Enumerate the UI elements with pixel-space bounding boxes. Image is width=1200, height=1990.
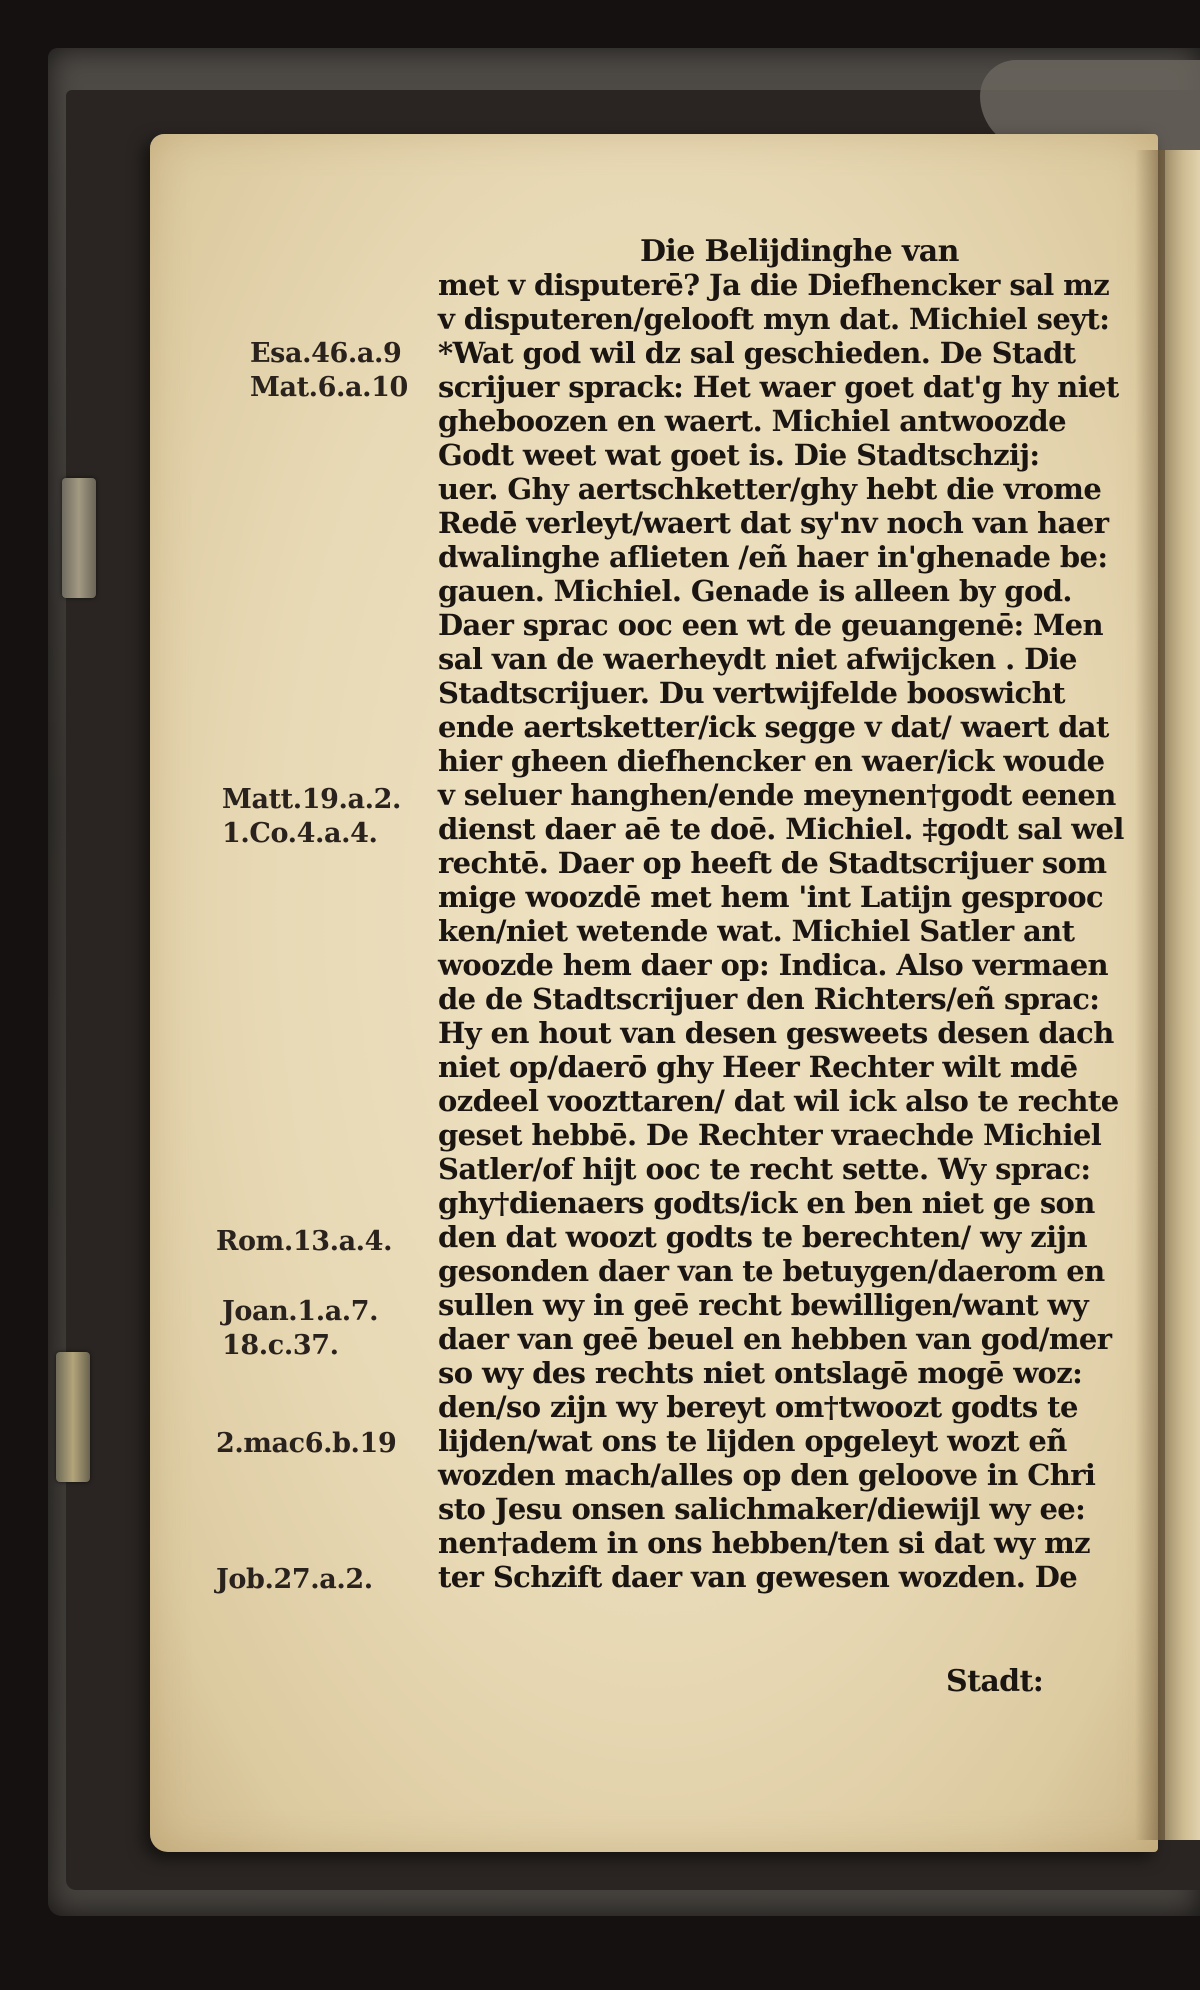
body-line: nen†adem in ons hebben/ten si dat wy mz bbox=[438, 1526, 1091, 1560]
body-line: gheboozen en waert. Michiel antwoozde bbox=[438, 404, 1066, 438]
body-line: scrijuer sprack: Het waer goet dat'g hy niet bbox=[438, 370, 1119, 404]
upper-clasp bbox=[62, 478, 96, 598]
lower-clasp bbox=[56, 1352, 90, 1482]
margin-note: 2.mac6.b.19 bbox=[216, 1428, 397, 1459]
body-line: ghy†dienaers godts/ick en ben niet ge son bbox=[438, 1186, 1095, 1220]
body-line: wozden mach/alles op den geloove in Chri bbox=[438, 1458, 1096, 1492]
body-line: hier gheen diefhencker en waer/ick woude bbox=[438, 744, 1105, 778]
body-line: dienst daer aē te doē. Michiel. ‡godt sal wel bbox=[438, 812, 1124, 846]
body-line: den/so zijn wy bereyt om†twoozt godts te bbox=[438, 1390, 1078, 1424]
margin-note: Mat.6.a.10 bbox=[250, 372, 408, 403]
body-line: sto Jesu onsen salichmaker/diewijl wy ee: bbox=[438, 1492, 1086, 1526]
catchword: Stadt: bbox=[946, 1664, 1044, 1699]
body-line: *Wat god wil dz sal geschieden. De Stadt bbox=[438, 336, 1076, 370]
body-line: uer. Ghy aertschketter/ghy hebt die vrome bbox=[438, 472, 1102, 506]
margin-note: Esa.46.a.9 bbox=[250, 338, 402, 369]
body-line: v disputeren/gelooft myn dat. Michiel seyt: bbox=[438, 302, 1110, 336]
body-line: Redē verleyt/waert dat sy'nv noch van haer bbox=[438, 506, 1109, 540]
body-line: Godt weet wat goet is. Die Stadtschzij: bbox=[438, 438, 1040, 472]
body-line: daer van geē beuel en hebben van god/mer bbox=[438, 1322, 1112, 1356]
body-line: Hy en hout van desen gesweets desen dach bbox=[438, 1016, 1114, 1050]
body-line: den dat woozt godts te berechten/ wy zijn bbox=[438, 1220, 1087, 1254]
margin-note: Rom.13.a.4. bbox=[216, 1226, 393, 1257]
body-line: niet op/daerō ghy Heer Rechter wilt mdē bbox=[438, 1050, 1078, 1084]
page-gutter-shadow bbox=[1135, 150, 1165, 1840]
running-head: Die Belijdinghe van bbox=[640, 234, 959, 269]
body-line: ter Schzift daer van gewesen wozden. De bbox=[438, 1560, 1078, 1594]
body-line: de de Stadtscrijuer den Richters/eñ sprac: bbox=[438, 982, 1100, 1016]
body-line: ozdeel voozttaren/ dat wil ick also te rechte bbox=[438, 1084, 1119, 1118]
body-line: dwalinghe aflieten /eñ haer in'ghenade be: bbox=[438, 540, 1108, 574]
body-line: mige woozdē met hem 'int Latijn gesprooc bbox=[438, 880, 1104, 914]
margin-note: Job.27.a.2. bbox=[216, 1564, 373, 1595]
body-line: Stadtscrijuer. Du vertwijfelde booswicht bbox=[438, 676, 1065, 710]
body-line: Satler/of hijt ooc te recht sette. Wy sprac: bbox=[438, 1152, 1091, 1186]
body-line: ende aertsketter/ick segge v dat/ waert dat bbox=[438, 710, 1109, 744]
body-line: sal van de waerheydt niet afwijcken . Die bbox=[438, 642, 1077, 676]
body-line: Daer sprac ooc een wt de geuangenē: Men bbox=[438, 608, 1103, 642]
body-line: sullen wy in geē recht bewilligen/want wy bbox=[438, 1288, 1089, 1322]
body-line: geset hebbē. De Rechter vraechde Michiel bbox=[438, 1118, 1102, 1152]
margin-note: Joan.1.a.7. bbox=[222, 1296, 379, 1327]
body-line: met v disputerē? Ja die Diefhencker sal mz bbox=[438, 268, 1110, 302]
body-line: gesonden daer van te betuygen/daerom en bbox=[438, 1254, 1105, 1288]
margin-note: 1.Co.4.a.4. bbox=[222, 818, 378, 849]
body-line: rechtē. Daer op heeft de Stadtscrijuer som bbox=[438, 846, 1107, 880]
body-line: v seluer hanghen/ende meynen†godt eenen bbox=[438, 778, 1116, 812]
body-line: so wy des rechts niet ontslagē mogē woz: bbox=[438, 1356, 1083, 1390]
body-line: ken/niet wetende wat. Michiel Satler ant bbox=[438, 914, 1075, 948]
margin-note: Matt.19.a.2. bbox=[222, 784, 401, 815]
margin-note: 18.c.37. bbox=[222, 1330, 339, 1361]
body-line: gauen. Michiel. Genade is alleen by god. bbox=[438, 574, 1072, 608]
body-line: lijden/wat ons te lijden opgeleyt wozt eñ bbox=[438, 1424, 1067, 1458]
body-line: woozde hem daer op: Indica. Also vermaen bbox=[438, 948, 1109, 982]
